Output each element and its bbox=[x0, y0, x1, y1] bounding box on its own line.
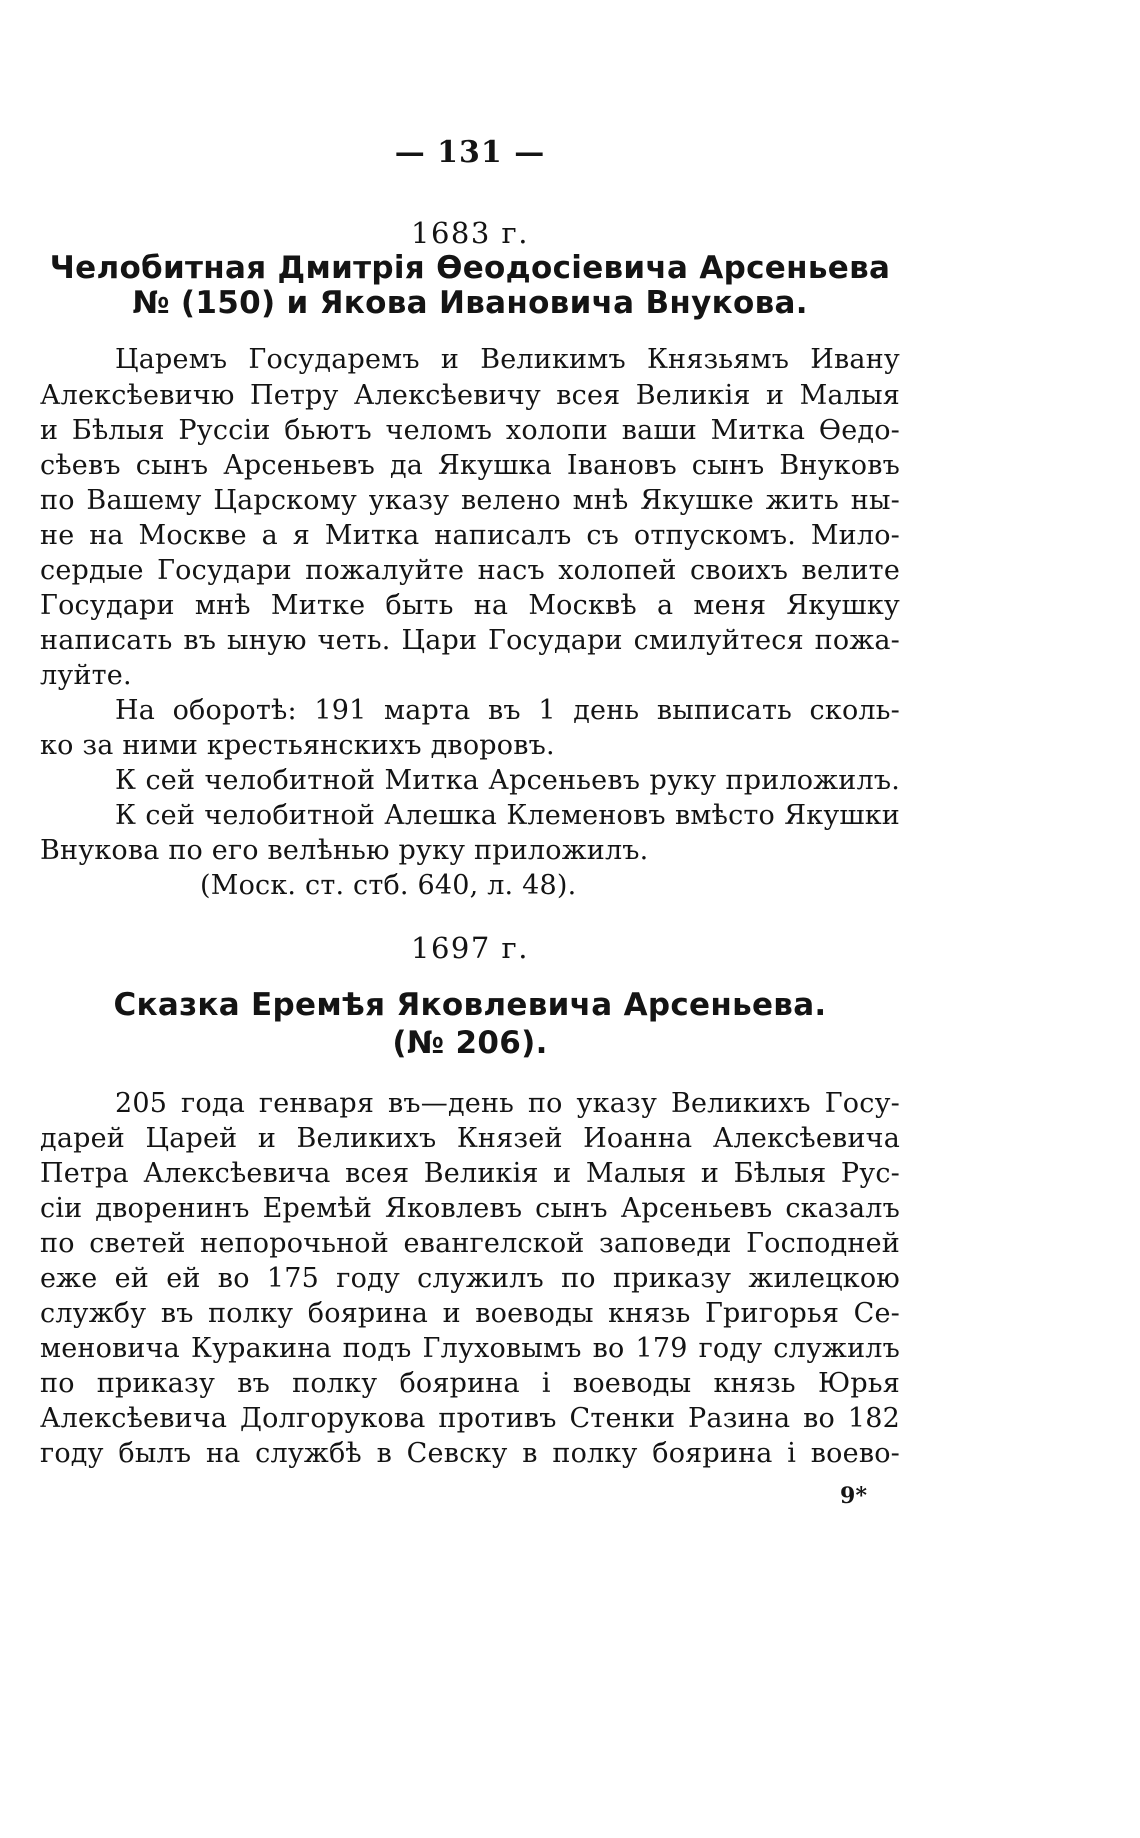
page-number: — 131 — bbox=[394, 135, 546, 170]
section2-body-line: службу въ полку боярина и воеводы князь Григорья Се- bbox=[40, 1298, 900, 1329]
section1-title-line-1: Челобитная Дмитрія Өеодосіевича Арсеньева bbox=[49, 250, 891, 286]
section2-title-line-2: (№ 206). bbox=[392, 1025, 548, 1061]
section2-body-line: по светей непорочьной евангелской заповеди Господней bbox=[40, 1228, 900, 1259]
section1-title-line-2: № (150) и Якова Ивановича Внукова. bbox=[132, 285, 808, 321]
section2-year: 1697 г. bbox=[411, 931, 529, 965]
section1-body-line: Царемъ Государемъ и Великимъ Князьямъ Ивану bbox=[115, 344, 900, 375]
section1-body-line: сѣевъ сынъ Арсеньевъ да Якушка Івановъ сынъ Внуковъ bbox=[40, 450, 900, 481]
section1-body-line: Государи мнѣ Митке быть на Москвѣ а меня Якушку bbox=[40, 590, 900, 621]
section1-body-line: и Бѣлыя Руссіи бьютъ челомъ холопи ваши Митка Өедо- bbox=[40, 415, 900, 446]
section1-body-line: написать въ ыную четь. Цари Государи смилуйтеся пожа- bbox=[40, 625, 900, 656]
section2-body-line: Петра Алексѣевича всея Великія и Малыя и Бѣлыя Рус- bbox=[40, 1158, 900, 1189]
section2-body-line: 205 года генваря въ—день по указу Великихъ Госу- bbox=[115, 1088, 900, 1119]
section1-verso-line-last: ко за ними крестьянскихъ дворовъ. bbox=[40, 730, 555, 761]
section1-signature-1: К сей челобитной Митка Арсеньевъ руку приложилъ. bbox=[115, 765, 900, 796]
section2-body-line: дарей Царей и Великихъ Князей Иоанна Алексѣевича bbox=[40, 1123, 900, 1154]
section2-body-line: еже ей ей во 175 году служилъ по приказу жилецкою bbox=[40, 1263, 900, 1294]
signature-mark: 9* bbox=[840, 1483, 868, 1509]
section2-body-line: по приказу въ полку боярина і воеводы князь Юрья bbox=[40, 1368, 900, 1399]
section1-body-line: Алексѣевичю Петру Алексѣевичу всея Великія и Малыя bbox=[40, 380, 900, 411]
section2-body-line: году былъ на службѣ в Севску в полку боярина і воево- bbox=[40, 1438, 900, 1469]
section2-body-line: меновича Куракина подъ Глуховымъ во 179 году служилъ bbox=[40, 1333, 900, 1364]
section1-signature-2-line-2: Внукова по его велѣнью руку приложилъ. bbox=[40, 835, 649, 866]
section2-body-line: Алексѣевича Долгорукова противъ Стенки Разина во 182 bbox=[40, 1403, 900, 1434]
section2-body-line: сіи дворенинъ Еремѣй Яковлевъ сынъ Арсеньевъ сказалъ bbox=[40, 1193, 900, 1224]
document-page bbox=[40, 0, 900, 1838]
section1-signature-2-line-1: К сей челобитной Алешка Клеменовъ вмѣсто Якушки bbox=[115, 800, 900, 831]
section1-verso-line: На оборотѣ: 191 марта въ 1 день выписать сколь- bbox=[115, 695, 900, 726]
section1-body-line: по Вашему Царскому указу велено мнѣ Якушке жить ны- bbox=[40, 485, 900, 516]
section1-year: 1683 г. bbox=[411, 216, 529, 250]
section1-source: (Моск. ст. стб. 640, л. 48). bbox=[200, 870, 577, 901]
section1-body-line: сердые Государи пожалуйте насъ холопей своихъ велите bbox=[40, 555, 900, 586]
section1-body-line: не на Москве а я Митка написалъ съ отпускомъ. Мило- bbox=[40, 520, 900, 551]
section2-title-line-1: Сказка Еремѣя Яковлевича Арсеньева. bbox=[113, 987, 827, 1023]
section1-body-line-last: луйте. bbox=[40, 660, 132, 691]
